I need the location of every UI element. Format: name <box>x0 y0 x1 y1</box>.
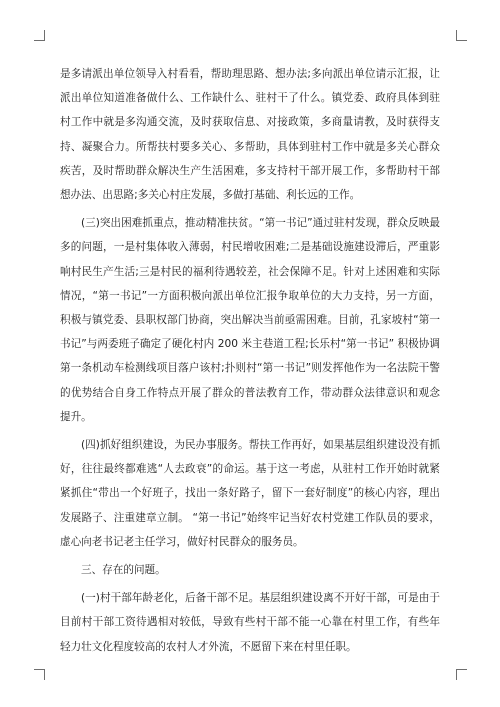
crop-mark-top-right <box>456 30 467 41</box>
crop-mark-top-left <box>34 30 45 41</box>
paragraph-1: 是多请派出单位领导入村看看，帮助理思路、想办法;多向派出单位请示汇报，让派出单位知道准备做什么、工作缺什么、驻村干了什么。镇党委、政府具体到驻村工作中就是多沟通交流，及时获取信息、对接政策，多商量请教，及时获得支持、凝聚合力。所帮扶村要多关心、多帮助，具体到驻村工作中就是多关心群众疾苦，及时帮助群众解决生产生活困难，多支持村干部开展工作，多帮助村干部想办法、出思路;多关心村庄发展，多做打基础、利长远的工作。 <box>60 68 440 202</box>
paragraph-5: (一)村干部年龄老化，后备干部不足。基层组织建设离不开好干部，可是由于目前村干部工资待遇相对较低，导致有些村干部不能一心靠在村里工作，有些年轻力壮文化程度较高的农村人才外流，不愿留下来在村里任职。 <box>60 592 440 653</box>
paragraph-2: (三)突出困难抓重点，推动精准扶贫。“第一书记”通过驻村发现，群众反映最多的问题，一是村集体收入薄弱，村民增收困难;二是基础设施建设滞后，严重影响村民生产生活;三是村民的福利待遇较差，社会保障不足。针对上述困难和实际情况，“第一书记”一方面积极向派出单位汇报争取单位的大力支持，另一方面，积极与镇党委、县职权部门协商，突出解决当前亟需困难。目前，孔家坡村“第一书记”与两委班子确定了硬化村内 200 米主巷道工程;长乐村“第一书记” 积极协调第一条机动车检测线项目落户该村;扑则村“第一书记”则发挥他作为一名法院干警的优势结合自身工作特点开展了群众的普法教育工作，带动群众法律意识和观念提升。 <box>60 217 440 423</box>
paragraph-3: (四)抓好组织建设，为民办事服务。帮扶工作再好，如果基层组织建设没有抓好，往往最终都难逃“人去政衰”的命运。基于这一考虑，从驻村工作开始时就紧紧抓住“带出一个好班子，找出一条好路子，留下一套好制度”的核心内容，理出发展路子、注重建章立制。 “第一书记”始终牢记当好农村党建工作队员的要求，虚心向老书记老主任学习，做好村民群众的服务员。 <box>60 439 440 548</box>
section-heading-problems: 三、存在的问题。 <box>81 564 166 577</box>
crop-mark-bottom-left <box>34 669 45 680</box>
crop-mark-bottom-right <box>456 669 467 680</box>
document-body <box>60 62 440 663</box>
